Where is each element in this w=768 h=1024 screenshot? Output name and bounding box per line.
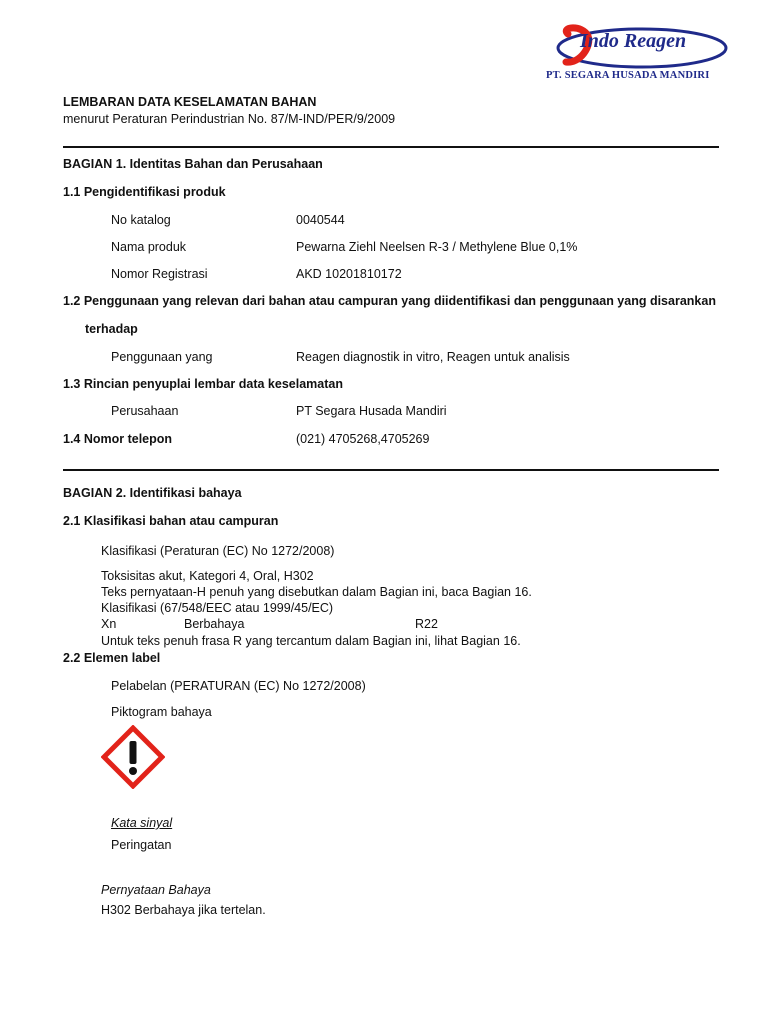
- xn-label: Berbahaya: [184, 617, 245, 631]
- row-label: Penggunaan yang: [111, 350, 213, 364]
- pernyataan-value: H302 Berbahaya jika tertelan.: [101, 903, 266, 917]
- s14-heading: 1.4 Nomor telepon: [63, 432, 173, 446]
- row-label: Nomor Registrasi: [111, 267, 208, 281]
- xn-code: Xn: [101, 617, 117, 631]
- r-note: Untuk teks penuh frasa R yang tercantum dalam Bagian ini, lihat Bagian 16.: [101, 634, 521, 648]
- pernyataan-label: Pernyataan Bahaya: [101, 883, 211, 897]
- section2-heading: BAGIAN 2. Identifikasi bahaya: [63, 486, 242, 500]
- row-value: Reagen diagnostik in vitro, Reagen untuk analisis: [296, 350, 570, 364]
- row-label: No katalog: [111, 213, 171, 227]
- piktogram-label: Piktogram bahaya: [111, 705, 212, 719]
- s22-heading: 2.2 Elemen label: [63, 651, 161, 665]
- row-value: 0040544: [296, 213, 345, 227]
- s21-heading: 2.1 Klasifikasi bahan atau campuran: [63, 514, 279, 528]
- classification-line: Teks pernyataan-H penuh yang disebutkan dalam Bagian ini, baca Bagian 16.: [101, 585, 532, 599]
- s12-heading-cont: terhadap: [85, 322, 138, 336]
- s13-heading: 1.3 Rincian penyuplai lembar data keselamatan: [63, 377, 343, 391]
- row-value: PT Segara Husada Mandiri: [296, 404, 447, 418]
- phone-value: (021) 4705268,4705269: [296, 432, 430, 446]
- doc-title: LEMBARAN DATA KESELAMATAN BAHAN: [63, 95, 317, 109]
- klasifikasi-text: Klasifikasi (Peraturan (EC) No 1272/2008): [101, 544, 335, 558]
- classification-line: Toksisitas akut, Kategori 4, Oral, H302: [101, 569, 314, 583]
- s12-heading: 1.2 Penggunaan yang relevan dari bahan atau campuran yang diidentifikasi dan penggunaan yang disarankan: [63, 294, 716, 308]
- logo-text: Indo Reagen: [580, 30, 687, 52]
- pelabelan-text: Pelabelan (PERATURAN (EC) No 1272/2008): [111, 679, 366, 693]
- exclamation-mark-ghs-icon: [101, 725, 165, 789]
- classification-line: Klasifikasi (67/548/EEC atau 1999/45/EC): [101, 601, 334, 615]
- kata-sinyal-value: Peringatan: [111, 838, 172, 852]
- kata-sinyal-label: Kata sinyal: [111, 816, 173, 830]
- row-label: Nama produk: [111, 240, 187, 254]
- r-code: R22: [415, 617, 438, 631]
- section1-heading: BAGIAN 1. Identitas Bahan dan Perusahaan: [63, 157, 323, 171]
- divider: [63, 469, 719, 471]
- row-value: AKD 10201810172: [296, 267, 402, 281]
- divider: [63, 146, 719, 148]
- company-name: PT. SEGARA HUSADA MANDIRI: [546, 70, 710, 81]
- row-value: Pewarna Ziehl Neelsen R-3 / Methylene Blue 0,1%: [296, 240, 578, 254]
- row-label: Perusahaan: [111, 404, 179, 418]
- s11-heading: 1.1 Pengidentifikasi produk: [63, 185, 226, 199]
- doc-subtitle: menurut Peraturan Perindustrian No. 87/M-IND/PER/9/2009: [63, 112, 396, 126]
